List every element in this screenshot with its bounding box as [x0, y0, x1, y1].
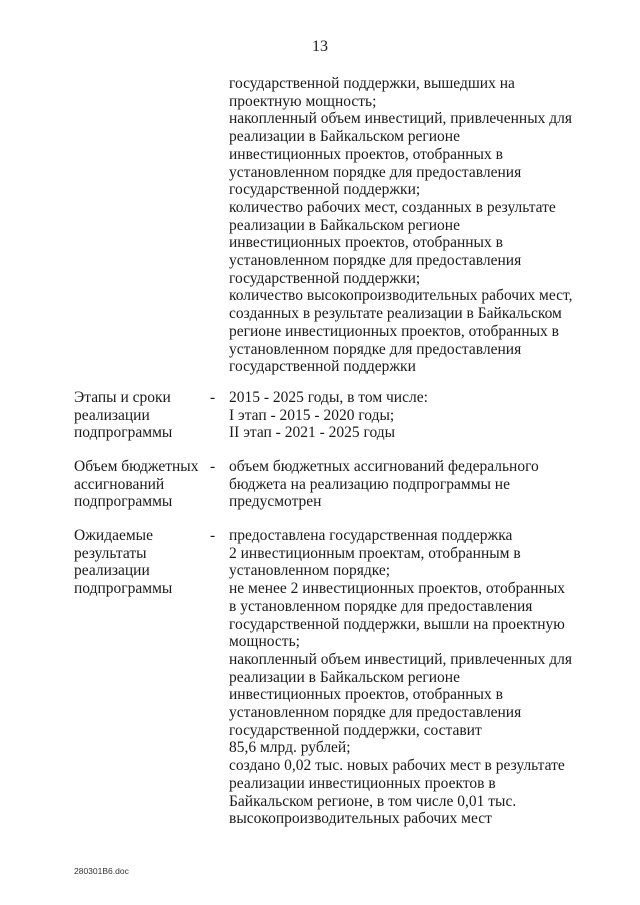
text-line: государственной поддержки: [229, 358, 416, 376]
value-line: 2 инвестиционным проектам, отобранным в: [229, 544, 521, 562]
label-line: подпрограммы: [74, 493, 173, 511]
value-line: накопленный объем инвестиций, привлеченных для: [229, 650, 572, 668]
row-dash: -: [210, 389, 216, 406]
text-line: реализации в Байкальском регионе: [229, 216, 460, 234]
text-line: установленном порядке для предоставления: [229, 340, 522, 358]
value-line: мощность;: [229, 633, 300, 651]
text-line: количество высокопроизводительных рабочих мест,: [229, 287, 573, 305]
label-line: подпрограммы: [74, 580, 173, 598]
value-line: реализации в Байкальском регионе: [229, 668, 460, 686]
text-line: регионе инвестиционных проектов, отобранных в: [229, 322, 559, 340]
text-line: государственной поддержки;: [229, 269, 421, 287]
label-line: реализации: [74, 406, 150, 424]
value-line: 2015 - 2025 годы, в том числе:: [229, 389, 428, 406]
row-label: [74, 458, 209, 511]
value-line: создано 0,02 тыс. новых рабочих мест в результате: [229, 757, 565, 775]
text-line: установленном порядке для предоставления: [229, 252, 522, 270]
text-line: установленном порядке для предоставления: [229, 163, 522, 181]
row-dash: -: [210, 527, 216, 544]
value-line: государственной поддержки, вышли на проектную: [229, 615, 565, 633]
value-line: реализации инвестиционных проектов в: [229, 774, 496, 792]
text-line: реализации в Байкальском регионе: [229, 128, 460, 146]
value-line: объем бюджетных ассигнований федерального: [229, 458, 539, 475]
value-line: бюджета на реализацию подпрограммы не: [229, 475, 510, 493]
text-line: созданных в результате реализации в Байкальском: [229, 305, 562, 323]
value-line: высокопроизводительных рабочих мест: [229, 810, 492, 828]
value-line: I этап - 2015 - 2020 годы;: [229, 406, 395, 424]
value-line: установленном порядке для предоставления: [229, 704, 522, 722]
label-line: Ожидаемые: [74, 527, 153, 544]
value-line: не менее 2 инвестиционных проектов, отобранных: [229, 580, 566, 598]
value-line: установленном порядке;: [229, 562, 391, 580]
text-line: государственной поддержки, вышедших на: [229, 75, 515, 92]
value-line: государственной поддержки, составит: [229, 721, 482, 739]
row-dash: -: [210, 458, 216, 475]
value-line: предоставлена государственная поддержка: [229, 527, 513, 544]
value-line: предусмотрен: [229, 493, 322, 511]
text-line: инвестиционных проектов, отобранных в: [229, 234, 503, 252]
footer-filename: 280301B6.doc: [74, 866, 129, 876]
label-line: Объем бюджетных: [74, 458, 199, 475]
label-line: подпрограммы: [74, 424, 173, 442]
label-line: ассигнований: [74, 475, 165, 493]
text-line: количество рабочих мест, созданных в результате: [229, 198, 556, 216]
text-line: накопленный объем инвестиций, привлеченных для: [229, 110, 572, 128]
value-line: инвестиционных проектов, отобранных в: [229, 686, 503, 704]
label-line: реализации: [74, 562, 150, 580]
label-line: результаты: [74, 544, 147, 562]
text-line: инвестиционных проектов, отобранных в: [229, 145, 503, 163]
value-line: II этап - 2021 - 2025 годы: [229, 424, 396, 442]
row-value: [229, 458, 589, 511]
text-line: проектную мощность;: [229, 92, 377, 110]
continuation-text: [229, 75, 589, 376]
value-line: в установленном порядке для предоставления: [229, 597, 533, 615]
row-label: [74, 527, 209, 598]
row-value: [229, 389, 589, 442]
label-line: Этапы и сроки: [74, 389, 171, 406]
row-value: [229, 527, 589, 828]
value-line: Байкальском регионе, в том числе 0,01 тыс.: [229, 792, 517, 810]
row-label: [74, 389, 209, 442]
page-number: 13: [312, 38, 328, 55]
text-line: государственной поддержки;: [229, 181, 421, 199]
value-line: 85,6 млрд. рублей;: [229, 739, 351, 757]
